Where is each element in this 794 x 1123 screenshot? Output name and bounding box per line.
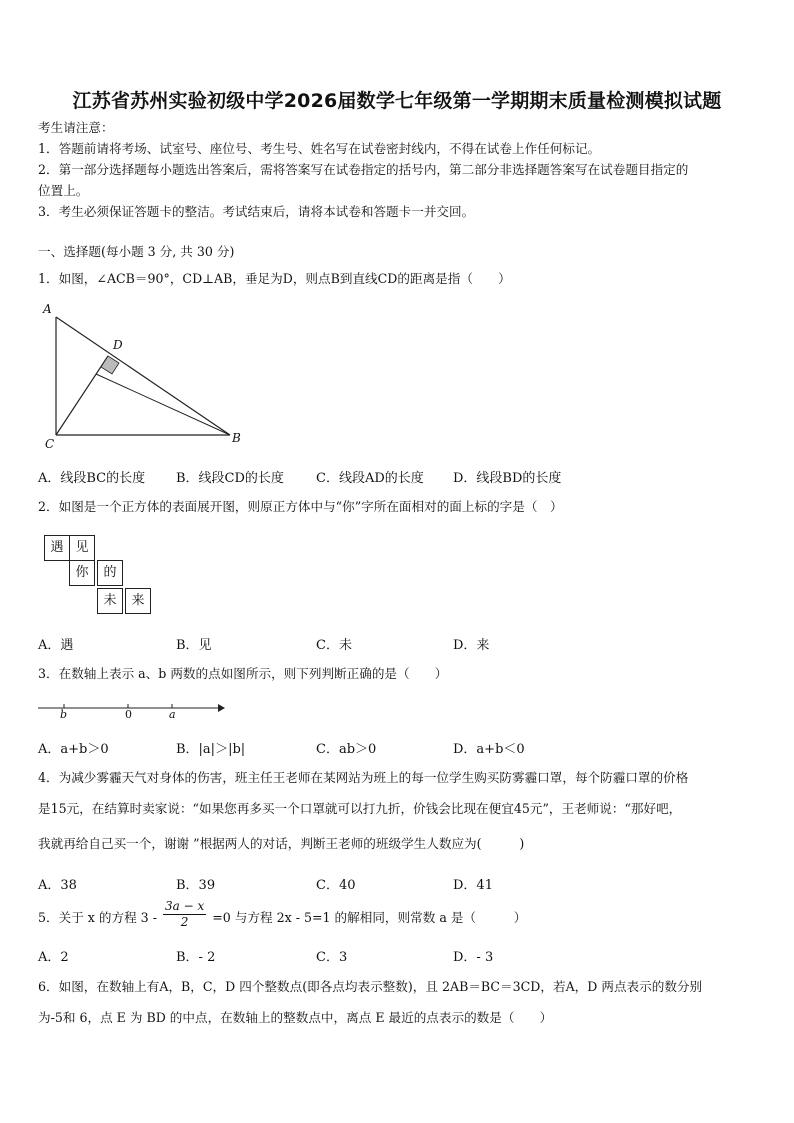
option-c: C．线段AD的长度 [316,471,424,486]
question-6-line: 为-5和 6，点 E 为 BD 的中点，在数轴上的整数点中，离点 E 最近的点表示的数是（ ） [38,1010,553,1025]
notice-item: 2．第一部分选择题每小题选出答案后，需将答案写在试卷指定的括号内，第二部分非选择题答案写在试卷题目指定的 [38,162,689,177]
question-2-stem: 2．如图是一个正方体的表面展开图，则原正方体中与“你”字所在面相对的面上标的字是（ ） [38,499,563,514]
option-a: A．38 [38,878,77,893]
question-4-line: 是15元，在结算时卖家说：“如果您再多买一个口罩就可以打九折，价钱会比现在便宜45元”，王老师说：“那好吧， [38,801,682,816]
net-cell: 的 [97,560,123,586]
point-label-c: C [45,437,55,451]
axis-label-zero: 0 [125,708,132,721]
axis-label-b: b [60,708,68,721]
triangle-figure [40,300,250,450]
option-b: B．- 2 [176,950,216,965]
point-label-d: D [113,338,123,352]
notice-item: 1．答题前请将考场、试室号、座位号、考生号、姓名写在试卷密封线内，不得在试卷上作任何标记。 [38,141,601,156]
net-cell: 见 [69,535,95,561]
net-cell: 你 [69,560,95,586]
point-label-b: B [232,431,241,445]
option-a: A．2 [38,950,69,965]
net-cell: 未 [97,588,123,614]
option-c: C．未 [316,638,352,653]
question-4-line: 4．为减少雾霾天气对身体的伤害，班主任王老师在某网站为班上的每一位学生购买防雾霾口罩，每个防霾口罩的价格 [38,770,689,785]
option-a: A．遇 [38,638,74,653]
question-1-stem: 1．如图，∠ACB＝90°，CD⊥AB，垂足为D，则点B到直线CD的距离是指（ ） [38,271,511,286]
fraction [163,899,206,930]
axis-label-a: a [169,708,176,721]
option-b: B．39 [176,878,216,893]
section-heading: 一、选择题(每小题 3 分, 共 30 分) [38,244,235,259]
net-cell: 来 [125,588,151,614]
notice-item: 3．考生必须保证答题卡的整洁。考试结束后，请将本试卷和答题卡一并交回。 [38,204,475,219]
point-label-a: A [43,302,52,316]
option-a: A．线段BC的长度 [38,471,146,486]
notice-heading: 考生请注意： [38,120,114,135]
option-d: D．来 [453,638,490,653]
option-d: D．- 3 [453,950,494,965]
option-b: B．|a|＞|b| [176,742,246,757]
question-6-line: 6．如图，在数轴上有A，B，C，D 四个整数点(即各点均表示整数)，且 2AB＝BC＝3CD，若A，D 两点表示的数分别 [38,979,703,994]
option-d: D．线段BD的长度 [453,471,562,486]
question-4-line: 我就再给自己买一个，谢谢 ”根据两人的对话，判断王老师的班级学生人数应为( ) [38,836,525,851]
option-c: C．40 [316,878,356,893]
fraction-denominator: 2 [180,915,189,929]
option-b: B．见 [176,638,212,653]
question-5-pre: 5．关于 x 的方程 3 - [38,910,157,925]
option-d: D．a+b＜0 [453,742,525,757]
question-3-stem: 3．在数轴上表示 a、b 两数的点如图所示，则下列判断正确的是（ ） [38,666,448,681]
option-c: C．3 [316,950,348,965]
option-a: A．a+b＞0 [38,742,109,757]
notice-item: 位置上。 [38,183,89,198]
fraction-numerator: 3a − x [164,899,205,913]
option-d: D．41 [453,878,493,893]
net-cell: 遇 [44,535,70,561]
option-c: C．ab＞0 [316,742,377,757]
question-5-stem [38,899,527,930]
page-title: 江苏省苏州实验初级中学2026届数学七年级第一学期期末质量检测模拟试题 [72,90,722,112]
option-b: B．线段CD的长度 [176,471,284,486]
question-5-post: =0 与方程 2x - 5=1 的解相同，则常数 a 是（ ） [212,910,527,925]
